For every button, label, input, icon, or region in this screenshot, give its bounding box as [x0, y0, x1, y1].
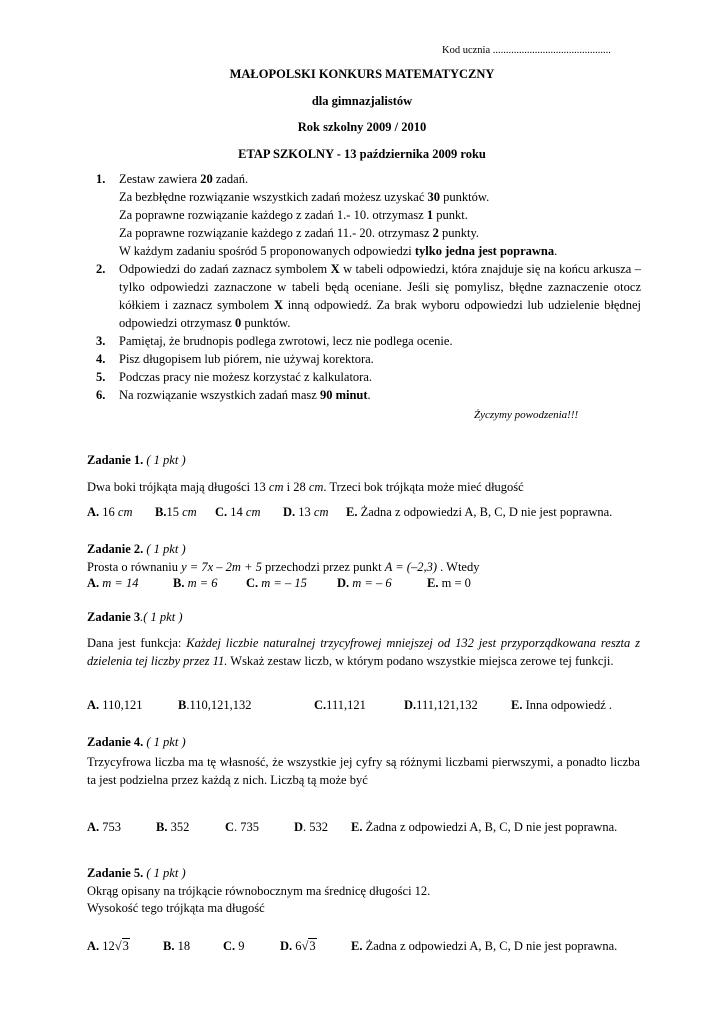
- option-value: 16: [99, 505, 118, 519]
- instruction-text: [119, 368, 641, 386]
- task1-option-c[interactable]: [215, 505, 260, 520]
- instruction-item: [96, 188, 641, 206]
- option-label: D: [294, 820, 304, 834]
- task-5-heading: [87, 866, 186, 881]
- instruction-item: [96, 206, 641, 224]
- instruction-text: [119, 188, 641, 206]
- student-code-field[interactable]: .............................................: [492, 45, 611, 56]
- instruction-number: 4.: [96, 352, 106, 366]
- option-label: A.: [87, 576, 100, 590]
- option-value: 753: [99, 820, 122, 834]
- student-code-label: Kod ucznia: [442, 45, 491, 56]
- option-label: C: [225, 820, 235, 834]
- instruction-number: [96, 224, 119, 242]
- instruction-emphasis: 0: [234, 316, 242, 330]
- task-3-question-part: Dana jest funkcja:: [87, 636, 187, 650]
- option-value: m = – 15: [258, 576, 307, 590]
- task2-option-e[interactable]: [427, 576, 471, 591]
- task1-option-a[interactable]: [87, 505, 132, 520]
- task-2-point: A = (–2,3): [384, 560, 437, 574]
- instruction-number: 5.: [96, 370, 106, 384]
- instruction-item: [96, 368, 641, 386]
- option-label: B.: [156, 820, 168, 834]
- task-1-points: ( 1 pkt ): [146, 453, 186, 467]
- instruction-emphasis: 30: [427, 190, 441, 204]
- option-value: Żadna z odpowiedzi A, B, C, D nie jest poprawna.: [362, 820, 618, 834]
- task-3-function-definition: Każdej liczbie naturalnej trzycyfrowej mniejszej od 132 jest przyporządkowana reszta z dzielenia tej liczby przez 11.: [87, 636, 640, 668]
- option-label: D.: [283, 505, 296, 519]
- task-2-options: [87, 576, 647, 594]
- instruction-text-part: W każdym zadaniu spośród 5 proponowanych odpowiedzi: [119, 244, 415, 258]
- task-4-question: Trzycyfrowa liczba ma tę własność, że wszystkie jej cyfry są różnymi liczbami pierwszymi, a ponadto liczba ta jest podzielna przez każdą z nich. Liczbą tą może być: [87, 755, 640, 787]
- option-label: E.: [351, 820, 363, 834]
- option-value: m = 6: [184, 576, 218, 590]
- option-label: A.: [87, 505, 100, 519]
- task-4-title: Zadanie 4.: [87, 735, 144, 749]
- option-label: E.: [511, 698, 523, 712]
- instruction-text-part: punkty.: [438, 226, 480, 240]
- option-value: 110,121: [99, 698, 143, 712]
- task-2-question-part: przechodzi przez punkt: [261, 560, 385, 574]
- task-2-points: ( 1 pkt ): [146, 542, 186, 556]
- instruction-number: 2.: [96, 262, 106, 276]
- instruction-number: [96, 242, 119, 260]
- task2-option-a[interactable]: [87, 576, 139, 591]
- option-label: A.: [87, 820, 100, 834]
- option-value: 6: [292, 939, 302, 953]
- option-unit: cm: [245, 505, 261, 519]
- instruction-emphasis: 90 minut: [319, 388, 368, 402]
- instruction-item: [96, 350, 641, 368]
- instruction-text-part: punktów.: [440, 190, 490, 204]
- option-label: C.: [223, 939, 236, 953]
- task4-option-c[interactable]: [225, 820, 259, 835]
- option-unit: cm: [313, 505, 329, 519]
- audience-title: dla gimnazjalistów: [311, 94, 413, 108]
- instruction-text-part: .: [367, 388, 371, 402]
- school-year: Rok szkolny 2009 / 2010: [297, 120, 427, 134]
- instruction-text: [119, 260, 641, 332]
- task5-option-b[interactable]: [163, 939, 190, 954]
- option-value: . 532: [303, 820, 329, 834]
- task-4-options: [87, 820, 647, 838]
- task2-option-d[interactable]: [337, 576, 392, 591]
- instruction-text: [119, 386, 641, 404]
- task-2-equation: y = 7x – 2m + 5: [181, 560, 262, 574]
- task1-option-b[interactable]: [155, 505, 197, 520]
- option-value: 12: [99, 939, 115, 953]
- instruction-text: [119, 242, 641, 260]
- option-value: Inna odpowiedź .: [522, 698, 613, 712]
- option-value: m = 14: [99, 576, 139, 590]
- instruction-text-part: Podczas pracy nie możesz korzystać z kalkulatora.: [119, 370, 373, 384]
- instruction-item: [96, 224, 641, 242]
- instruction-item: [96, 170, 641, 188]
- task-3-question-part: Wskaż zestaw liczb, w którym podano wszystkie miejsca zerowe tej funkcji.: [227, 654, 614, 668]
- instruction-item: [96, 260, 641, 332]
- instruction-text-part: Za poprawne rozwiązanie każdego z zadań 11.- 20. otrzymasz: [119, 226, 433, 240]
- task-3-question: [87, 634, 640, 670]
- option-value: Żadna z odpowiedzi A, B, C, D nie jest poprawna.: [357, 505, 613, 519]
- instruction-text-part: inną odpowiedź. Za brak wyboru odpowiedzi lub udzielenie błędnej odpowiedzi otrzymasz: [119, 298, 641, 330]
- task-1-question-part: . Trzeci bok trójkąta może mieć długość: [323, 480, 524, 494]
- task-1-options: [87, 505, 647, 523]
- instruction-text: [119, 170, 641, 188]
- option-unit: cm: [117, 505, 133, 519]
- instruction-number: 3.: [96, 334, 106, 348]
- instruction-emphasis: 2: [432, 226, 439, 240]
- option-label: B.: [163, 939, 175, 953]
- task1-option-d[interactable]: [283, 505, 328, 520]
- task-1-heading: [87, 453, 186, 468]
- instruction-text-part: Zestaw zawiera: [119, 172, 201, 186]
- instruction-text-part: zadań.: [212, 172, 249, 186]
- instruction-text-part: punktów.: [241, 316, 291, 330]
- instruction-number: 1.: [96, 172, 106, 186]
- task4-option-d[interactable]: [294, 820, 328, 835]
- option-label: E.: [427, 576, 439, 590]
- task-2-heading: [87, 542, 186, 557]
- task5-option-e[interactable]: [351, 939, 617, 954]
- option-label: A.: [87, 698, 100, 712]
- option-value: 14: [227, 505, 246, 519]
- option-label: D.: [280, 939, 293, 953]
- option-value: m = 0: [438, 576, 471, 590]
- task3-option-b[interactable]: [178, 698, 252, 713]
- task-3-options: [87, 698, 647, 716]
- task-3-title: Zadanie 3: [87, 610, 141, 624]
- option-label: A.: [87, 939, 100, 953]
- option-label: C.: [215, 505, 228, 519]
- instruction-number: [96, 206, 119, 224]
- task3-option-a[interactable]: [87, 698, 142, 713]
- instruction-text-part: Pamiętaj, że brudnopis podlega zwrotowi, lecz nie podlega ocenie.: [119, 334, 453, 348]
- task-1-question-part: i 28: [283, 480, 309, 494]
- instruction-item: [96, 242, 641, 260]
- radical-sign: √: [114, 939, 122, 953]
- task-2-title: Zadanie 2.: [87, 542, 144, 556]
- instruction-text-part: Pisz długopisem lub piórem, nie używaj korektora.: [119, 352, 374, 366]
- task-4-heading: [87, 735, 186, 750]
- instruction-text-part: punkt.: [433, 208, 468, 222]
- instruction-text-part: Odpowiedzi do zadań zaznacz symbolem: [119, 262, 331, 276]
- competition-title: MAŁOPOLSKI KONKURS MATEMATYCZNY: [229, 67, 495, 81]
- option-label: D.: [337, 576, 350, 590]
- option-value: 18: [174, 939, 191, 953]
- instruction-text-part: Za bezbłędne rozwiązanie wszystkich zadań możesz uzyskać: [119, 190, 428, 204]
- instruction-text-part: Na rozwiązanie wszystkich zadań masz: [119, 388, 320, 402]
- option-label: C.: [314, 698, 327, 712]
- instruction-number: 6.: [96, 388, 106, 402]
- option-value: 111,121,132: [416, 698, 478, 712]
- instruction-item: [96, 386, 641, 404]
- option-label: B: [178, 698, 187, 712]
- task-3-points: .( 1 pkt ): [140, 610, 183, 624]
- instruction-text: [119, 224, 641, 242]
- task4-option-e[interactable]: [351, 820, 617, 835]
- task-1-unit: cm: [268, 480, 284, 494]
- task-5-points: ( 1 pkt ): [146, 866, 186, 880]
- stage-title: ETAP SZKOLNY - 13 października 2009 roku: [238, 147, 486, 161]
- option-label: B.: [155, 505, 167, 519]
- task2-option-b[interactable]: [173, 576, 218, 591]
- task-2-question-part: Prosta o równaniu: [87, 560, 182, 574]
- task-5-options: [87, 939, 647, 957]
- option-label: B.: [173, 576, 185, 590]
- square-root: [115, 939, 130, 954]
- instruction-emphasis: 20: [200, 172, 213, 186]
- option-value: 111,121: [326, 698, 366, 712]
- task4-option-a[interactable]: [87, 820, 121, 835]
- task5-option-d[interactable]: [280, 939, 317, 954]
- instruction-text: [119, 332, 641, 350]
- instruction-number: [96, 188, 119, 206]
- task-1-title: Zadanie 1.: [87, 453, 144, 467]
- instruction-emphasis: X: [330, 262, 340, 276]
- option-label: E.: [346, 505, 358, 519]
- instruction-emphasis: tylko jedna jest poprawna: [414, 244, 555, 258]
- option-value: 13: [295, 505, 314, 519]
- option-value: .110,121,132: [186, 698, 252, 712]
- option-value: m = – 6: [349, 576, 392, 590]
- radicand: 3: [309, 939, 316, 953]
- task-1-question-part: Dwa boki trójkąta mają długości 13: [87, 480, 269, 494]
- task-2-question: [87, 560, 479, 575]
- task2-option-c[interactable]: [246, 576, 307, 591]
- task-1-unit: cm: [308, 480, 324, 494]
- task-2-question-part: . Wtedy: [437, 560, 480, 574]
- option-value: . 735: [234, 820, 260, 834]
- task-5-question-line-1: Okrąg opisany na trójkącie równobocznym ma średnicę długości 12.: [87, 884, 431, 898]
- task3-option-c[interactable]: [314, 698, 366, 713]
- task-3-heading: [87, 610, 183, 625]
- task5-option-c[interactable]: [223, 939, 245, 954]
- option-value: 15: [166, 505, 183, 519]
- task-1-question: [87, 480, 524, 495]
- task3-option-d[interactable]: [404, 698, 478, 713]
- option-unit: cm: [182, 505, 197, 519]
- instruction-text-part: .: [554, 244, 558, 258]
- task-5-question-line-2: Wysokość tego trójkąta ma długość: [87, 901, 265, 915]
- instruction-text-part: w tabeli odpowiedzi, która znajduje się na końcu arkusza – tylko odpowiedzi zaznaczone w tabeli będą oceniane. Jeśli się pomylisz, błędne zaznaczenie otocz kółkiem i zaznacz symbolem: [119, 262, 641, 312]
- option-label: D.: [404, 698, 417, 712]
- task-5-title: Zadanie 5.: [87, 866, 144, 880]
- task-4-points: ( 1 pkt ): [146, 735, 186, 749]
- instruction-item: [96, 332, 641, 350]
- square-root: [302, 939, 317, 954]
- instruction-text-part: Za poprawne rozwiązanie każdego z zadań 1.- 10. otrzymasz: [119, 208, 427, 222]
- instruction-text: [119, 206, 641, 224]
- instruction-emphasis: X: [273, 298, 283, 312]
- option-value: Żadna z odpowiedzi A, B, C, D nie jest poprawna.: [362, 939, 618, 953]
- task5-option-a[interactable]: [87, 939, 130, 954]
- task3-option-e[interactable]: [511, 698, 612, 713]
- instruction-text: [119, 350, 641, 368]
- option-value: 9: [235, 939, 245, 953]
- task4-option-b[interactable]: [156, 820, 189, 835]
- task1-option-e[interactable]: [346, 505, 612, 520]
- option-label: C.: [246, 576, 259, 590]
- radicand: 3: [122, 939, 129, 953]
- student-code: [442, 45, 611, 56]
- instruction-emphasis: 1: [426, 208, 434, 222]
- radical-sign: √: [301, 939, 309, 953]
- option-label: E.: [351, 939, 363, 953]
- instructions-list: [96, 170, 641, 404]
- good-luck: Życzymy powodzenia!!!: [474, 409, 579, 421]
- option-value: 352: [167, 820, 190, 834]
